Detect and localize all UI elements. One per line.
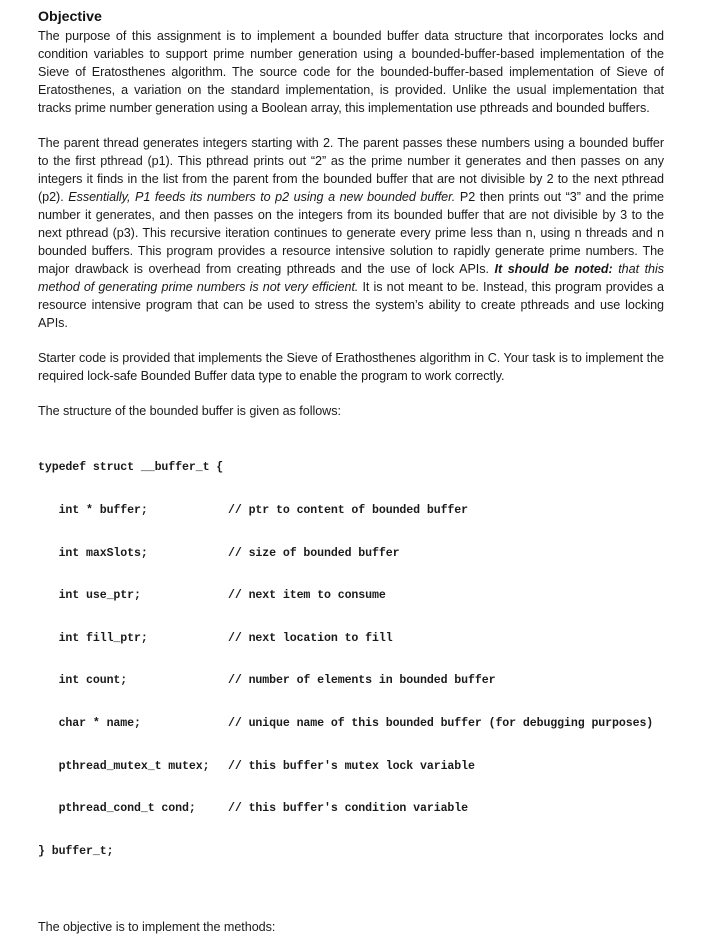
code-field-decl: char * name; <box>38 717 141 731</box>
code-field-decl: int use_ptr; <box>38 589 141 603</box>
code-line-field <box>38 802 664 816</box>
code-line-field <box>38 717 664 731</box>
code-field-decl: int fill_ptr; <box>38 631 148 645</box>
code-field-comment: // size of bounded buffer <box>228 546 400 560</box>
code-line-close: } buffer_t; <box>38 844 114 858</box>
code-block <box>38 433 664 888</box>
code-field-comment: // ptr to content of bounded buffer <box>228 504 469 518</box>
paragraph-description <box>38 134 664 332</box>
code-field-decl: pthread_mutex_t mutex; <box>38 759 210 773</box>
section-heading: Objective <box>38 9 102 25</box>
paragraph-description-note: It should be noted: <box>494 262 613 276</box>
code-line-field <box>38 674 664 688</box>
code-field-comment: // next item to consume <box>228 589 386 603</box>
code-field-comment: // this buffer's condition variable <box>228 802 469 816</box>
code-field-decl: pthread_cond_t cond; <box>38 802 196 816</box>
paragraph-description-italic: Essentially, P1 feeds its numbers to p2 using a new bounded buffer. <box>68 190 456 204</box>
code-field-comment: // unique name of this bounded buffer (for debugging purposes) <box>228 717 654 731</box>
code-field-comment: // number of elements in bounded buffer <box>228 674 496 688</box>
paragraph-description-part2: P2 then prints out “3” and the prime number it generates, and then passes on the integers from its bounded buffer that are not divisible by 3 to the next pthread (p3). This recursive iteration continues to generate every prime less than n, using n threads and n bounded buffers. This program provides a resource intensive solution to rapidly generate prime numbers. The major drawback is overhead from creating pthreads and the use of lock APIs. <box>38 190 665 276</box>
code-field-comment: // next location to fill <box>228 631 393 645</box>
paragraph-structure-intro: The structure of the bounded buffer is given as follows: <box>38 404 341 418</box>
paragraph-description-part3: It is not meant to be. Instead, this program provides a resource intensive program that can be used to stress the system’s ability to create pthreads and use locking APIs. <box>38 280 664 330</box>
code-line-field <box>38 760 664 774</box>
paragraph-description-part1: The parent thread generates integers starting with 2. The parent passes these numbers using a bounded buffer to the first pthread (p1). This pthread prints out “2” as the prime number it generates and then passes on any integers it finds in the list from the parent from the bounded buffer that are not divisible by 2 to the next pthread (p2). <box>38 136 664 204</box>
code-field-decl: int * buffer; <box>38 504 148 518</box>
code-line-field <box>38 504 664 518</box>
code-line-open: typedef struct __buffer_t { <box>38 461 224 475</box>
code-line-field <box>38 632 664 646</box>
code-line-field <box>38 589 664 603</box>
paragraph-description-note-italic: that this method of generating prime numbers is not very efficient. <box>38 262 665 294</box>
paragraph-starter-code: Starter code is provided that implements the Sieve of Erathosthenes algorithm in C. Your task is to implement the required lock-safe Bounded Buffer data type to enable the program to work correctly. <box>38 351 664 383</box>
code-field-comment: // this buffer's mutex lock variable <box>228 759 475 773</box>
code-field-decl: int maxSlots; <box>38 546 148 560</box>
code-field-decl: int count; <box>38 674 128 688</box>
paragraph-methods-intro: The objective is to implement the methods: <box>38 919 276 934</box>
code-line-field <box>38 547 664 561</box>
paragraph-purpose: The purpose of this assignment is to implement a bounded buffer data structure that incorporates locks and condition variables to support prime number generation using a bounded-buffer-based implementation of the Sieve of Eratosthenes algorithm. The source code for the bounded-buffer-based implementation of Sieve of Eratosthenes, a variation on the standard implementation, is provided. Unlike the usual implementation that tracks prime number generation using a Boolean array, this implementation use pthreads and bounded buffers. <box>38 29 664 115</box>
document-page <box>38 8 664 936</box>
